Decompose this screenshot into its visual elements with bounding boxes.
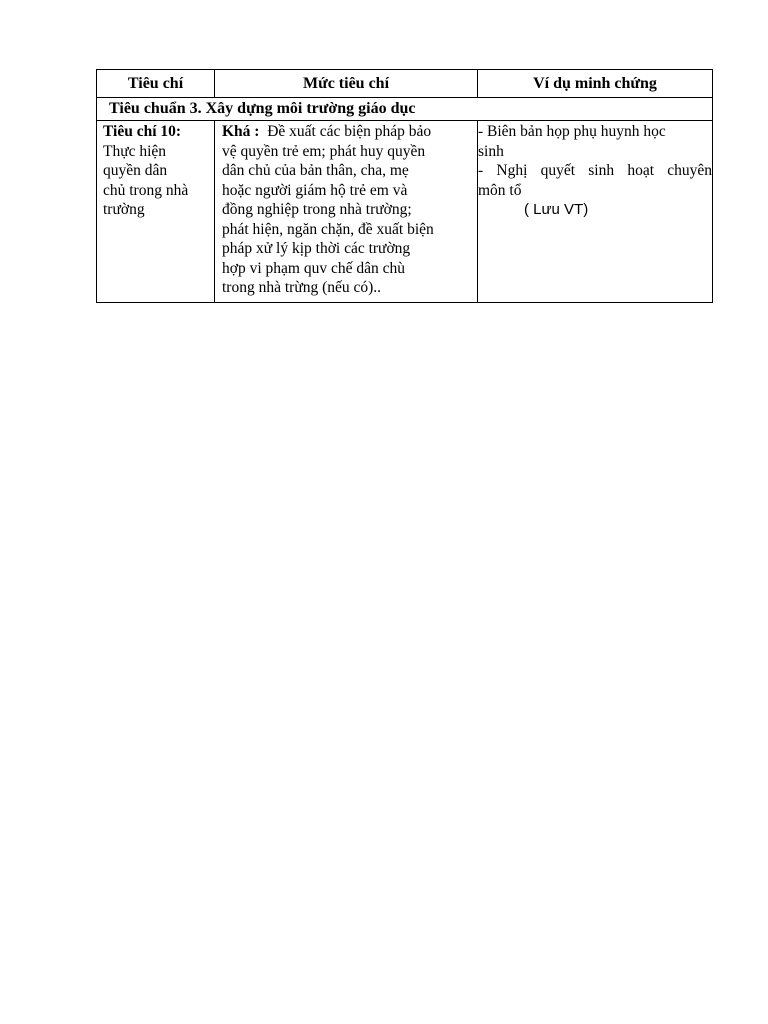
level-line: trong nhà trừng (nếu có).. [222, 279, 382, 296]
table-header-row [97, 70, 713, 98]
criterion-line: trường [103, 201, 145, 218]
level-line: dân chủ của bản thân, cha, mẹ [222, 162, 409, 179]
criteria-table [96, 69, 713, 303]
level-line: pháp xử lý kịp thời các trường [222, 240, 411, 257]
level-line: vệ quyền trẻ em; phát huy quyền [222, 142, 426, 160]
evidence-note: ( Lưu VT) [524, 201, 589, 218]
evidence-line: sinh [478, 142, 504, 160]
level-line: phát hiện, ngăn chặn, đề xuất biện [222, 220, 434, 238]
evidence-line: - Biên bản họp phụ huynh học [478, 123, 666, 140]
level-cell [215, 121, 478, 303]
header-level: Mức tiêu chí [215, 70, 478, 98]
criteria-table-container [96, 69, 712, 303]
criterion-line: Thực hiện [103, 142, 167, 160]
evidence-line: - Nghị quyết sinh hoạt chuyên [478, 162, 712, 179]
evidence-line: môn tổ [478, 181, 522, 199]
section-row [97, 98, 713, 121]
evidence-cell [478, 121, 713, 303]
header-evidence: Ví dụ minh chứng [478, 70, 713, 98]
level-label: Khá : [222, 123, 260, 140]
level-line: đồng nghiệp trong nhà trường; [222, 201, 412, 218]
level-first-line [222, 122, 473, 142]
level-line: hợp vi phạm quv chế dân chù [222, 259, 405, 277]
criterion-line: chủ trong nhà [103, 181, 189, 199]
section-title: Tiêu chuẩn 3. Xây dựng môi trường giáo dục [97, 98, 713, 121]
criterion-title: Tiêu chí 10: [103, 123, 182, 140]
header-criterion: Tiêu chí [97, 70, 215, 98]
criterion-cell [97, 121, 215, 303]
level-line: hoặc người giám hộ trẻ em và [222, 181, 408, 199]
level-line: Đề xuất các biện pháp bảo [267, 123, 432, 140]
table-row [97, 121, 713, 303]
criterion-line: quyền dân [103, 162, 168, 179]
